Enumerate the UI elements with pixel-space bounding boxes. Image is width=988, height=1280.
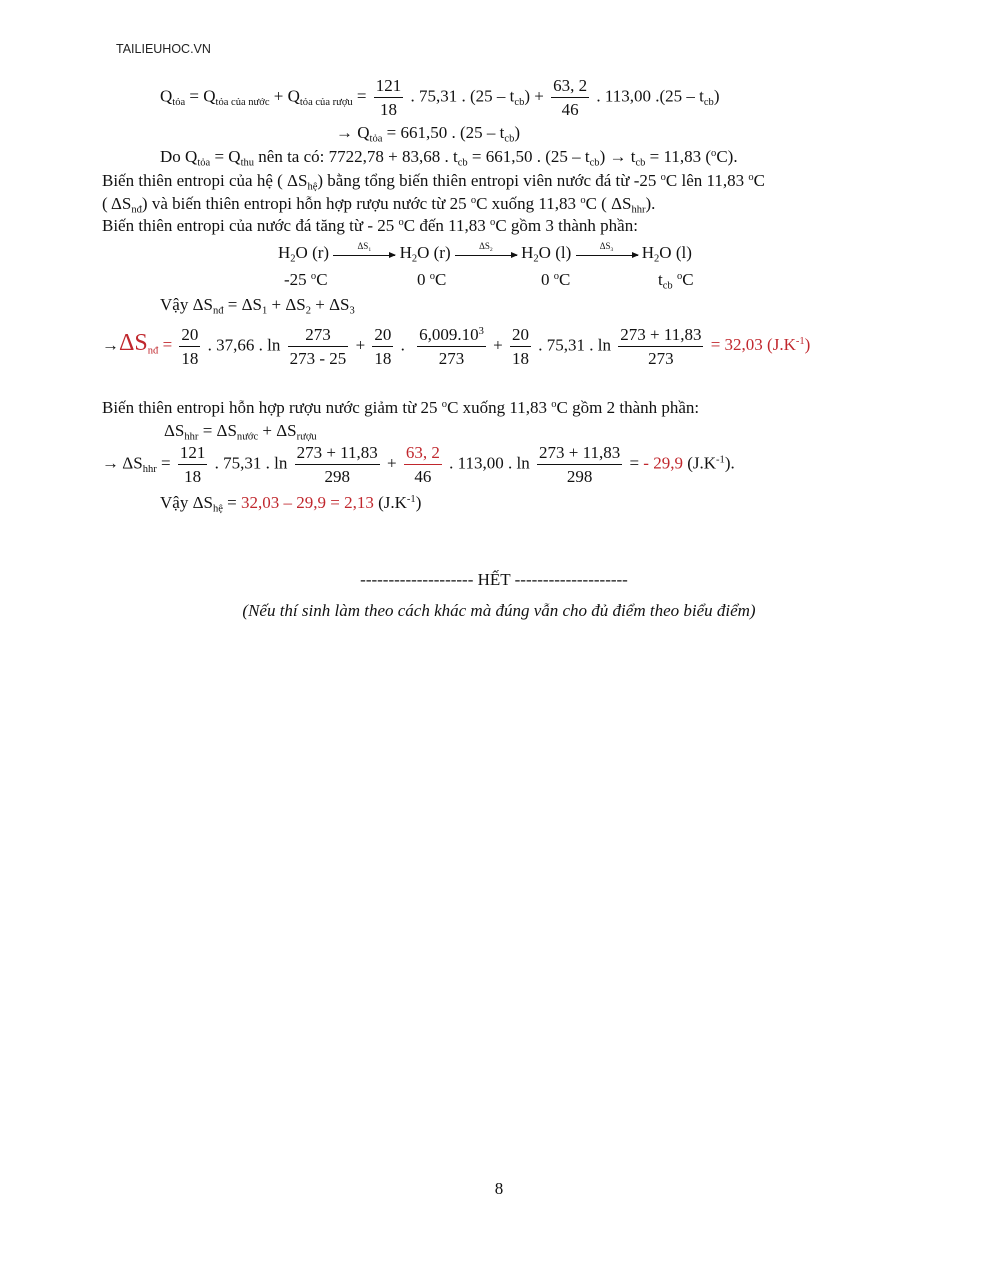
fraction: $\frac{121}{18}$: [375, 76, 402, 119]
eq-balance: Do $Q_{tỏa} = Q_{thu}$ nên ta có: 7722,78 + 83,68 . $t_{cb} = 661,50$ . $(25 - t_{cb}) \to t_{cb} = 11,83$ ($^o$C).: [160, 147, 738, 169]
temp-4: $t_{cb}$ $^o$C: [658, 270, 694, 292]
site-header: TAILIEUHOC.VN: [116, 42, 211, 56]
eq-ds-nd: $\to\Delta S_{nđ}$ = $\frac{20}{18}$ . 37,66 . ln $\frac{273}{273 - 25}$ + $\frac{20}{18}$ . $\frac{6,009.10^3}{273}$ + $\frac{20}{18}$ . 75,31 . ln $\frac{273 + 11,83}{273}$ = 32,03 $(J.K^{-1})$: [102, 325, 811, 368]
phase-scheme: $H_2O$ (r) $\Delta S_1$ $H_2O$ (r) $\Delta S_2$ $H_2O$ (l) $\Delta S_3$ $H_2O$ (l): [278, 240, 692, 265]
paragraph-2: ( $\Delta S_{nđ}$) và biến thiên entropi hỗn hợp rượu nước từ 25 $^o$C xuống 11,83 $^o$C ( $\Delta S_{hhr}$).: [102, 194, 656, 216]
arrow-ds1: $\Delta S_1$: [333, 253, 395, 256]
end-marker: -------------------- HẾT --------------------: [360, 570, 628, 589]
fraction: $\frac{63, 2}{46}$: [553, 76, 588, 119]
arrow-ds2: $\Delta S_2$: [455, 253, 517, 256]
temp-1: -25 $^o$C: [284, 270, 328, 289]
temp-2: 0 $^o$C: [417, 270, 447, 289]
eq-q-toa-result: → $Q_{tỏa} = 661,50$ . $(25 - t_{cb})$: [336, 123, 521, 145]
paragraph-3: Biến thiên entropi của nước đá tăng từ - 25 $^o$C đến 11,83 $^o$C gồm 3 thành phần:: [102, 216, 638, 235]
arrow-ds3: $\Delta S_3$: [576, 253, 638, 256]
eq-ds-hhr: → $\Delta S_{hhr}$ = $\frac{121}{18}$ . 75,31 . ln $\frac{273 + 11,83}{298}$ + $\frac{63, 2}{46}$ . 113,00 . ln $\frac{273 + 11,83}{298}$ = - 29,9 $(J.K^{-1})$.: [102, 443, 735, 486]
vay-ds-he: Vậy $\Delta S_{hệ} = 32,03 - 29,9 = 2,13$ $(J.K^{-1})$: [160, 493, 422, 515]
vay-ds-nd: Vậy $\Delta S_{nđ} = \Delta S_1 + \Delta S_2 + \Delta S_3$: [160, 295, 355, 317]
page-number: 8: [494, 1179, 504, 1198]
eq-ds-hhr-def: $\Delta S_{hhr} = \Delta S_{nước} + \Delta S_{rượu}$: [164, 421, 317, 443]
temp-3: 0 $^o$C: [541, 270, 571, 289]
paragraph-4: Biến thiên entropi hỗn hợp rượu nước giảm từ 25 $^o$C xuống 11,83 $^o$C gồm 2 thành phần:: [102, 398, 700, 417]
grading-note: (Nếu thí sinh làm theo cách khác mà đúng vẫn cho đủ điểm theo biểu điểm): [242, 601, 756, 620]
paragraph-1: Biến thiên entropi của hệ ( $\Delta S_{hệ}$) bằng tổng biến thiên entropi viên nước đá từ -25 $^o$C lên 11,83 $^o$C: [102, 171, 766, 193]
eq-q-toa: $Q_{tỏa} = Q_{tỏa của nước} + Q_{tỏa của rượu}$ = $\frac{121}{18}$ . 75,31 . $(25 - t_{cb})$ + $\frac{63, 2}{46}$ . 113,00 $.(25 - t_{cb})$: [160, 76, 720, 119]
